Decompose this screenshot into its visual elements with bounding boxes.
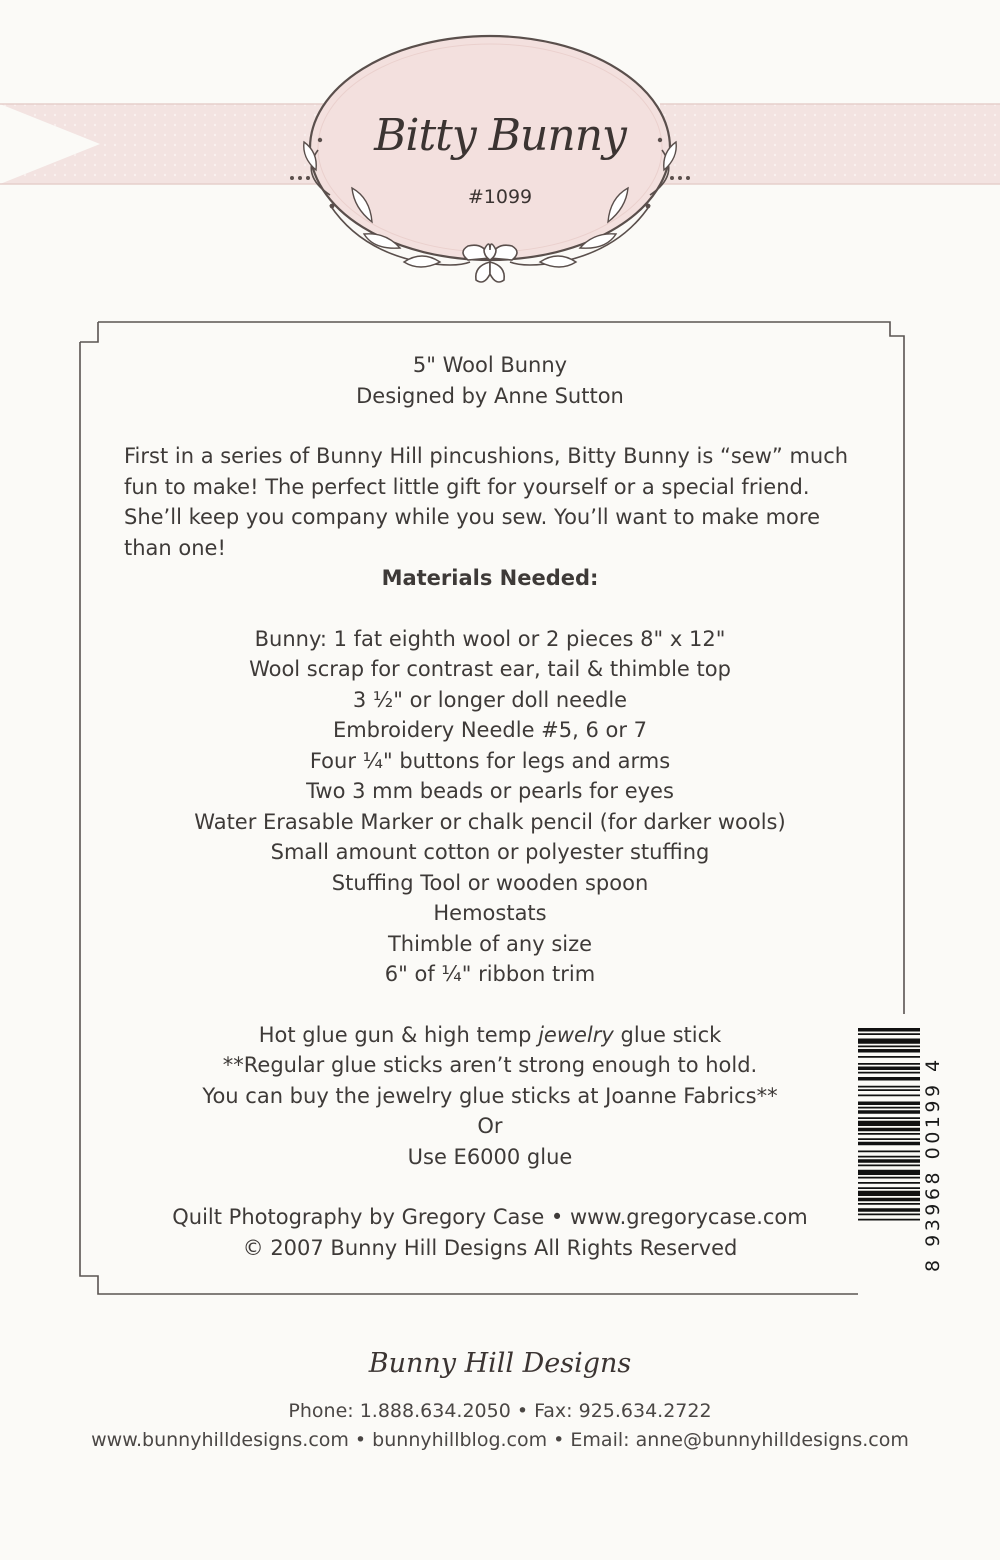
barcode-bar (858, 1067, 920, 1071)
material-item: Hemostats (433, 901, 547, 925)
barcode-bar (858, 1159, 920, 1163)
photo-credit: Quilt Photography by Gregory Case • www.gregorycase.com (172, 1205, 808, 1229)
barcode-bar (858, 1107, 920, 1109)
barcode-bar (858, 1187, 920, 1189)
material-item: 6" of ¼" ribbon trim (384, 962, 596, 986)
barcode-bar (858, 1056, 920, 1058)
material-item: Four ¼" buttons for legs and arms (309, 748, 671, 773)
barcode-bar (858, 1182, 920, 1184)
description-line: than one! (124, 535, 226, 560)
barcode-bar (858, 1191, 920, 1196)
description-line: She’ll keep you company while you sew. You’ll want to make more (124, 505, 820, 529)
barcode-bar (858, 1203, 920, 1205)
description (110, 441, 870, 563)
intro-block (110, 350, 870, 411)
credits (110, 1202, 870, 1263)
material-item: Bunny: 1 fat eighth wool or 2 pieces 8" x 12" (254, 626, 726, 651)
material-item: Water Erasable Marker or chalk pencil (for darker wools) (194, 809, 786, 834)
barcode-bar (858, 1089, 920, 1091)
barcode-bar (858, 1138, 920, 1140)
barcode-bar (858, 1063, 920, 1065)
material-item: Wool scrap for contrast ear, tail & thimble top (249, 657, 731, 681)
glue-notes (110, 1020, 870, 1173)
glue-line: Hot glue gun & high temp jewelry glue stick (258, 1022, 722, 1047)
pattern-number: #1099 (467, 186, 533, 208)
barcode-digits: 8 93968 00199 4 (922, 1056, 944, 1272)
contact-phone-line: Phone: 1.888.634.2050 • Fax: 925.634.2722 (288, 1400, 712, 1422)
barcode-bar (858, 1033, 920, 1035)
barcode-bar (858, 1028, 920, 1032)
pattern-content (110, 350, 870, 1263)
barcode-bar (858, 1121, 920, 1126)
copyright: © 2007 Bunny Hill Designs All Rights Reserved (242, 1235, 738, 1260)
barcode-bar (858, 1077, 920, 1081)
barcode-bar (858, 1165, 920, 1167)
glue-warning-line: **Regular glue sticks aren’t strong enough to hold. (222, 1053, 758, 1077)
barcode-bar (858, 1046, 920, 1048)
pattern-title: Bitty Bunny (374, 110, 626, 161)
barcode-bar (858, 1177, 920, 1179)
materials-list (110, 624, 870, 990)
description-line: First in a series of Bunny Hill pincushions, Bitty Bunny is “sew” much (124, 444, 849, 468)
glue-store-line: You can buy the jewelry glue sticks at Joanne Fabrics** (202, 1083, 778, 1108)
barcode-bar (858, 1128, 920, 1132)
materials-heading: Materials Needed: (381, 566, 599, 590)
designer-line: Designed by Anne Sutton (356, 383, 624, 408)
barcode-bar (858, 1219, 920, 1221)
material-item: Stuffing Tool or wooden spoon (331, 870, 649, 895)
contact-web-line: www.bunnyhilldesigns.com • bunnyhillblog.com • Email: anne@bunnyhilldesigns.com (91, 1429, 909, 1451)
barcode-bar (858, 1156, 920, 1158)
size-line: 5" Wool Bunny (412, 353, 568, 377)
barcode-bar (858, 1170, 920, 1175)
barcode-bar (858, 1095, 920, 1097)
barcode-bar (858, 1110, 920, 1114)
description-line: fun to make! The perfect little gift for yourself or a special friend. (124, 474, 810, 499)
barcode-bar (858, 1049, 920, 1053)
barcode-bar (858, 1133, 920, 1135)
material-item: Small amount cotton or polyester stuffing (270, 840, 710, 864)
barcode-bar (858, 1198, 920, 1202)
barcode-bar (858, 1086, 920, 1088)
material-item: 3 ½" or longer doll needle (352, 687, 628, 712)
barcode-bar (858, 1102, 920, 1106)
material-item: Embroidery Needle #5, 6 or 7 (332, 718, 648, 742)
barcode-bar (858, 1142, 920, 1146)
barcode-bar (858, 1117, 920, 1119)
heart-flower-ornament (463, 244, 517, 282)
barcode-bar (858, 1039, 920, 1044)
barcode-bar (858, 1208, 920, 1212)
barcode-bar (858, 1151, 920, 1153)
material-item: Thimble of any size (387, 931, 593, 956)
barcode-bar (858, 1214, 920, 1216)
glue-alt-line: Use E6000 glue (407, 1144, 573, 1169)
barcode-bar (858, 1072, 920, 1074)
material-item: Two 3 mm beads or pearls for eyes (306, 779, 674, 803)
glue-or-line: Or (477, 1114, 503, 1138)
brand-logo-text: Bunny Hill Designs (368, 1348, 632, 1379)
